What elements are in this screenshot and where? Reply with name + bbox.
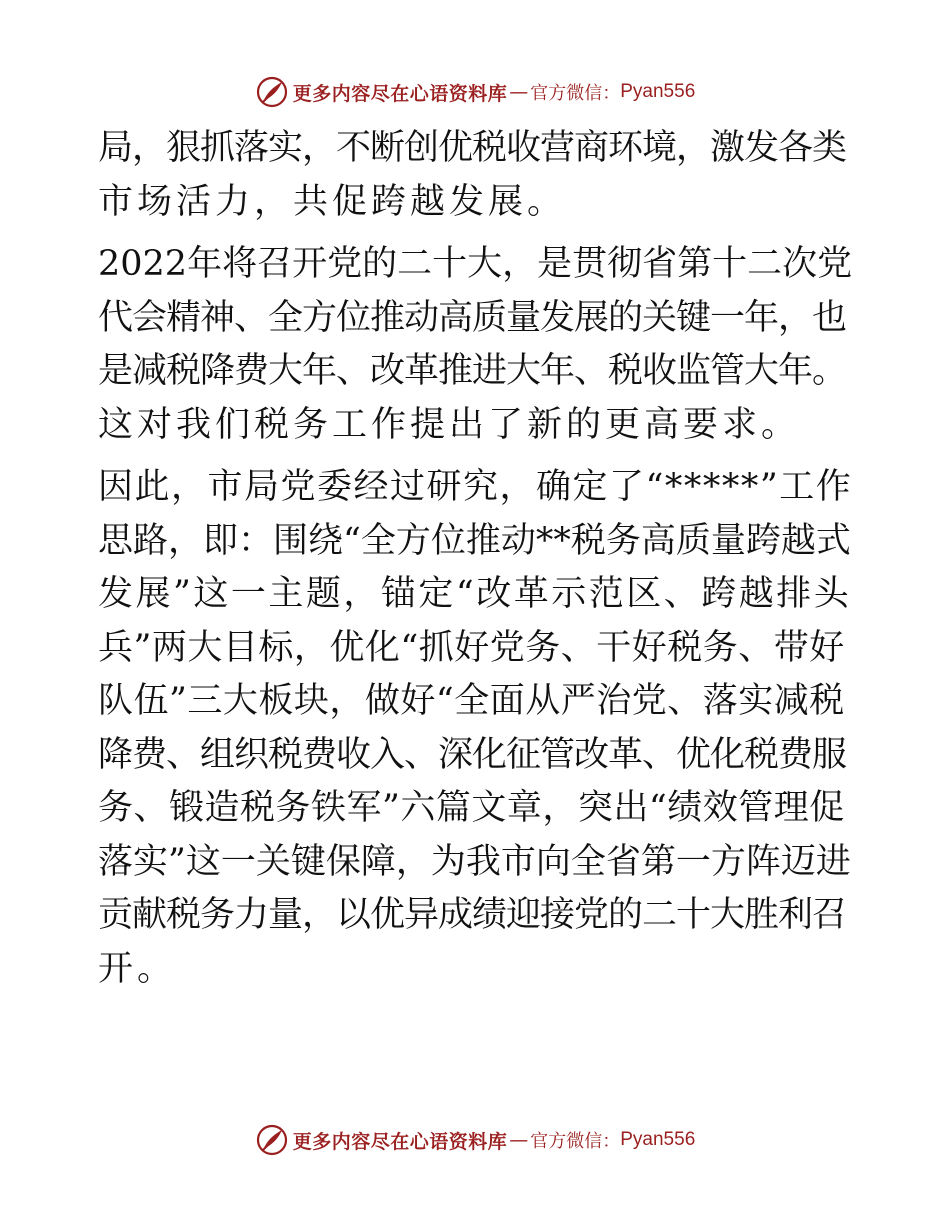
footer-wechat-id: Pyan556 [620, 1129, 696, 1150]
paragraph-line: 思路，即：围绕“全方位推动**税务高质量跨越式 [98, 520, 851, 561]
paragraph-line: 落实”这一关键保障，为我市向全省第一方阵迈进 [98, 841, 851, 882]
paragraph-line: 贡献税务力量，以优异成绩迎接党的二十大胜利召 [98, 895, 847, 935]
paragraph-line: 开。 [98, 948, 177, 989]
header-banner-text: 更多内容尽在心语资料库 [292, 82, 508, 105]
paragraph-1 [98, 122, 852, 229]
header-banner [0, 72, 950, 112]
paragraph-line: 代会精神、全方位推动高质量发展的关键一年，也 [98, 297, 847, 338]
header-banner-separator: — [509, 81, 529, 103]
header-wechat-id: Pyan556 [620, 81, 696, 102]
header-wechat-label: 官方微信： [530, 83, 621, 104]
paragraph-line: 务、锻造税务铁军”六篇文章，突出“绩效管理促 [98, 788, 845, 828]
paragraph-line: 市场活力，共促跨越发展。 [98, 181, 567, 222]
document-body [98, 122, 852, 996]
paragraph-line: 局，狠抓落实，不断创优税收营商环境，激发各类 [98, 128, 847, 168]
paragraph-line: 发展”这一主题，锚定“改革示范区、跨越排头 [98, 574, 852, 614]
footer-banner-separator: — [509, 1129, 529, 1151]
paragraph-line: 兵”两大目标，优化“抓好党务、干好税务、带好 [98, 627, 845, 668]
paragraph-line: 这对我们税务工作提出了新的更高要求。 [98, 404, 801, 445]
paragraph-3 [98, 461, 852, 996]
quill-logo-icon [255, 75, 289, 109]
footer-banner-text: 更多内容尽在心语资料库 [292, 1130, 508, 1153]
paragraph-line: 是减税降费大年、改革推进大年、税收监管大年。 [98, 351, 847, 391]
paragraph-line: 2022年将召开党的二十大，是贯彻省第十二次党 [98, 244, 853, 284]
paragraph-line: 因此，市局党委经过研究，确定了“*****”工作 [98, 467, 853, 507]
footer-wechat-label: 官方微信： [530, 1131, 621, 1152]
quill-logo-icon [255, 1123, 289, 1157]
paragraph-2 [98, 238, 852, 452]
footer-banner [0, 1120, 950, 1160]
paragraph-line: 队伍”三大板块，做好“全面从严治党、落实减税 [98, 681, 845, 721]
paragraph-line: 降费、组织税费收入、深化征管改革、优化税费服 [98, 734, 847, 775]
